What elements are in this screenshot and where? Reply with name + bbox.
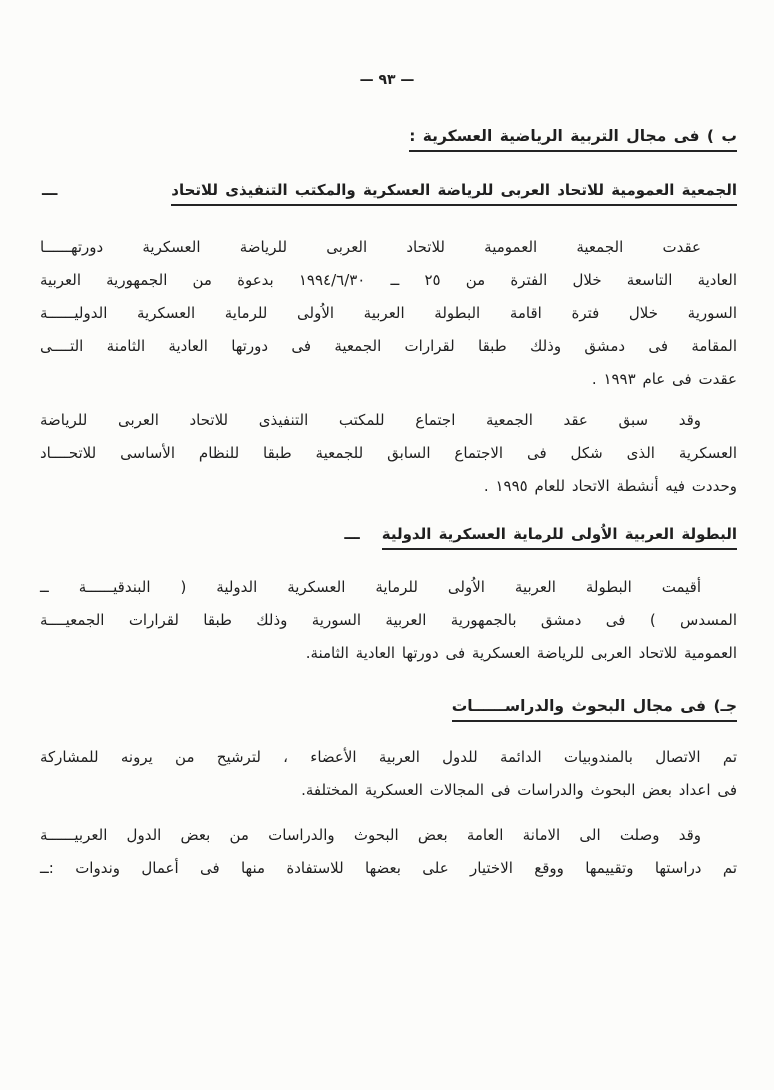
section-c-heading	[452, 697, 737, 722]
paragraph	[40, 404, 737, 503]
paragraph	[40, 741, 737, 807]
section-b-heading-text: ب ) فى مجال التربية الرياضية العسكرية :	[409, 127, 737, 152]
paragraph	[40, 231, 737, 396]
paragraph-line: وقد وصلت الى الامانة العامة بعض البحوث والدراسات من بعض الدول العربيــــــة	[40, 826, 701, 844]
item-assembly-title-text: الجمعية العمومية للاتحاد العربى للرياضة العسكرية والمكتب التنفيذى للاتحاد	[171, 181, 737, 206]
paragraph-line: وقد سبق عقد الجمعية اجتماع للمكتب التنفيذى للاتحاد العربى للرياضة	[40, 411, 701, 429]
section-b-heading	[409, 127, 737, 152]
paragraph-line: العمومية للاتحاد العربى للرياضة العسكرية فى دورتها العادية الثامنة.	[305, 644, 737, 662]
paragraph-line: عقدت الجمعية العمومية للاتحاد العربى للرياضة العسكرية دورتهــــــا	[40, 238, 701, 256]
paragraph-line: المسدس ) فى دمشق بالجمهورية العربية السورية وذلك طبقا لقرارات الجمعيــــة	[40, 611, 737, 629]
paragraph-line: السورية خلال فترة اقامة البطولة العربية الاُولى للرماية العسكرية الدوليــــــة	[40, 304, 737, 322]
item-dash-marker: ـــ	[42, 181, 58, 199]
paragraph	[40, 819, 737, 885]
paragraph-line: العسكرية الذى شكل فى الاجتماع السابق للجمعية طبقا للنظام الأساسى للاتحــــاد	[40, 444, 737, 462]
paragraph-line: فى اعداد بعض البحوث والدراسات فى المجالات العسكرية المختلفة.	[301, 781, 737, 799]
paragraph-line: العادية التاسعة خلال الفترة من ٢٥ ــ ١٩٩٤/٦/٣٠ بدعوة من الجمهورية العربية	[40, 271, 738, 289]
item-championship-row	[344, 524, 737, 550]
paragraph-line: المقامة فى دمشق وذلك طبقا لقرارات الجمعية فى دورتها العادية الثامنة التــــى	[40, 337, 737, 355]
paragraph-line: وحددت فيه أنشطة الاتحاد للعام ١٩٩٥ .	[483, 477, 737, 495]
item-championship-title-text: البطولة العربية الاُولى للرماية العسكرية الدولية	[382, 525, 737, 550]
paragraph-line: تم الاتصال بالمندوبيات الدائمة للدول العربية الأعضاء ، لترشيح من يرونه للمشاركة	[40, 748, 737, 766]
section-c-heading-text: جـ) فى مجال البحوث والدراســــــات	[452, 697, 737, 722]
paragraph-line: تم دراستها وتقييمها ووقع الاختيار على بعضها للاستفادة منها فى أعمال وندوات :ــ	[40, 859, 737, 877]
item-dash-marker: ـــ	[344, 525, 360, 543]
paragraph-line: عقدت فى عام ١٩٩٣ .	[591, 370, 737, 388]
paragraph	[40, 571, 737, 670]
item-championship-title	[382, 524, 737, 550]
paragraph-line: أقيمت البطولة العربية الاُولى للرماية العسكرية الدولية ( البندقيــــــة ــ	[40, 578, 701, 596]
page-number: — ٩٣ —	[359, 72, 415, 88]
item-assembly-title	[171, 181, 737, 206]
